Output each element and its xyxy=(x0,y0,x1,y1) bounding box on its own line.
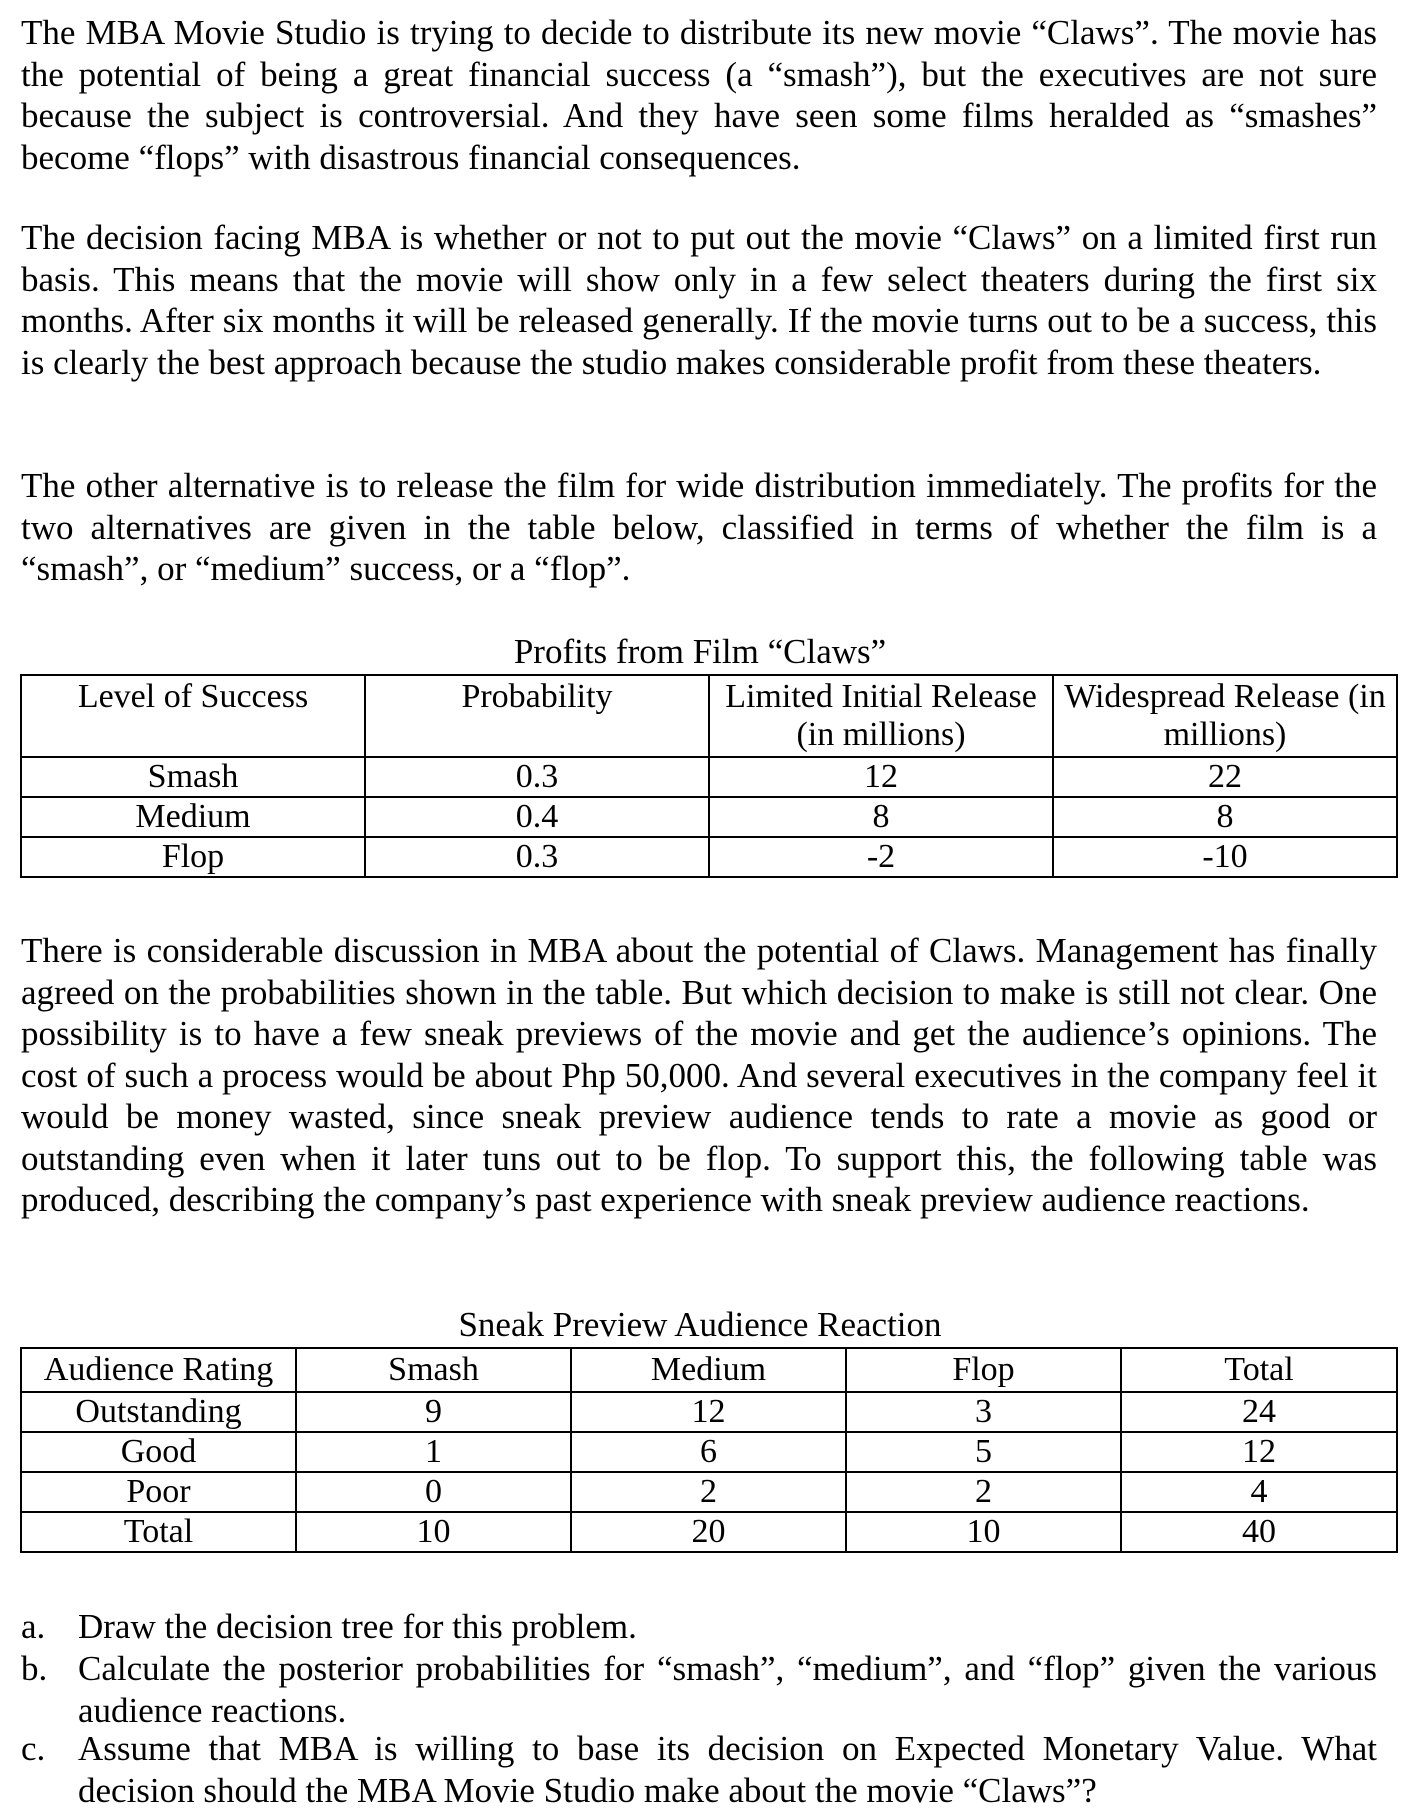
table-cell: 12 xyxy=(1121,1432,1397,1472)
table-cell: 12 xyxy=(709,757,1053,797)
profits-table xyxy=(20,674,1398,878)
table-cell: 4 xyxy=(1121,1472,1397,1512)
table-cell: 6 xyxy=(571,1432,846,1472)
table-row xyxy=(21,837,1397,877)
table-cell: 0.3 xyxy=(365,757,709,797)
table-cell: 0 xyxy=(296,1472,571,1512)
table-cell: Total xyxy=(21,1512,296,1552)
profits-table-caption: Profits from Film “Claws” xyxy=(513,632,887,671)
question-b xyxy=(21,1648,1377,1731)
alternative-paragraph: The other alternative is to release the film for wide distribution immediately. The profits for the two alternatives are given in the table below, classified in terms of whether the film is a “smash”, or “medium” success, or a “flop”. xyxy=(21,466,1377,588)
table-cell: 20 xyxy=(571,1512,846,1552)
question-letter: c. xyxy=(21,1729,46,1768)
table-cell: Smash xyxy=(21,757,365,797)
table-cell: 8 xyxy=(709,797,1053,837)
sneak-table-caption: Sneak Preview Audience Reaction xyxy=(458,1305,942,1344)
question-text: Calculate the posterior probabilities for “smash”, “medium”, and “flop” given the various audience reactions. xyxy=(78,1649,1377,1730)
table-cell: 8 xyxy=(1053,797,1397,837)
table-cell: 3 xyxy=(846,1392,1121,1432)
table-cell: 0.3 xyxy=(365,837,709,877)
header-smash: Smash xyxy=(296,1348,571,1392)
header-medium: Medium xyxy=(571,1348,846,1392)
header-widespread-release: Widespread Release (in millions) xyxy=(1053,675,1397,757)
table-cell: 40 xyxy=(1121,1512,1397,1552)
table-cell: Outstanding xyxy=(21,1392,296,1432)
table-row xyxy=(21,1512,1397,1552)
header-audience-rating: Audience Rating xyxy=(21,1348,296,1392)
question-letter: a. xyxy=(21,1607,46,1646)
table-row xyxy=(21,1432,1397,1472)
table-row xyxy=(21,1472,1397,1512)
question-a xyxy=(21,1606,1377,1648)
table-cell: 22 xyxy=(1053,757,1397,797)
table-cell: Good xyxy=(21,1432,296,1472)
decision-paragraph: The decision facing MBA is whether or not to put out the movie “Claws” on a limited first run basis. This means that the movie will show only in a few select theaters during the first six months. After six months it will be released generally. If the movie turns out to be a success, this is clearly the best approach because the studio makes considerable profit from these theaters. xyxy=(21,218,1377,382)
table-cell: 10 xyxy=(296,1512,571,1552)
header-limited-release: Limited Initial Release (in millions) xyxy=(709,675,1053,757)
intro-paragraph: The MBA Movie Studio is trying to decide to distribute its new movie “Claws”. The movie has the potential of being a great financial success (a “smash”), but the executives are not sure because the subject is controversial. And they have seen some films heralded as “smashes” become “flops” with disastrous financial consequences. xyxy=(21,13,1377,177)
sneak-header-row xyxy=(21,1348,1397,1392)
table-cell: 0.4 xyxy=(365,797,709,837)
profits-header-row xyxy=(21,675,1397,757)
table-cell: -2 xyxy=(709,837,1053,877)
header-flop: Flop xyxy=(846,1348,1121,1392)
question-letter: b. xyxy=(21,1649,48,1688)
table-cell: 5 xyxy=(846,1432,1121,1472)
table-cell: 10 xyxy=(846,1512,1121,1552)
table-row xyxy=(21,1392,1397,1432)
table-cell: 24 xyxy=(1121,1392,1397,1432)
table-cell: 2 xyxy=(571,1472,846,1512)
question-c xyxy=(21,1728,1377,1811)
table-row xyxy=(21,757,1397,797)
table-cell: 9 xyxy=(296,1392,571,1432)
header-level-of-success: Level of Success xyxy=(21,675,365,757)
table-cell: Medium xyxy=(21,797,365,837)
header-probability: Probability xyxy=(365,675,709,757)
table-cell: -10 xyxy=(1053,837,1397,877)
discussion-paragraph: There is considerable discussion in MBA about the potential of Claws. Management has finally agreed on the probabilities shown in the table. But which decision to make is still not clear. One possibility is to have a few sneak previews of the movie and get the audience’s opinions. The cost of such a process would be about Php 50,000. And several executives in the company feel it would be money wasted, since sneak preview audience tends to rate a movie as good or outstanding even when it later tuns out to be flop. To support this, the following table was produced, describing the company’s past experience with sneak preview audience reactions. xyxy=(21,931,1377,1219)
table-cell: 12 xyxy=(571,1392,846,1432)
table-cell: 2 xyxy=(846,1472,1121,1512)
table-cell: Poor xyxy=(21,1472,296,1512)
table-cell: 1 xyxy=(296,1432,571,1472)
question-text: Assume that MBA is willing to base its decision on Expected Monetary Value. What decision should the MBA Movie Studio make about the movie “Claws”? xyxy=(78,1729,1377,1810)
table-row xyxy=(21,797,1397,837)
sneak-preview-table xyxy=(20,1347,1398,1553)
table-cell: Flop xyxy=(21,837,365,877)
question-text: Draw the decision tree for this problem. xyxy=(78,1607,637,1646)
header-total: Total xyxy=(1121,1348,1397,1392)
